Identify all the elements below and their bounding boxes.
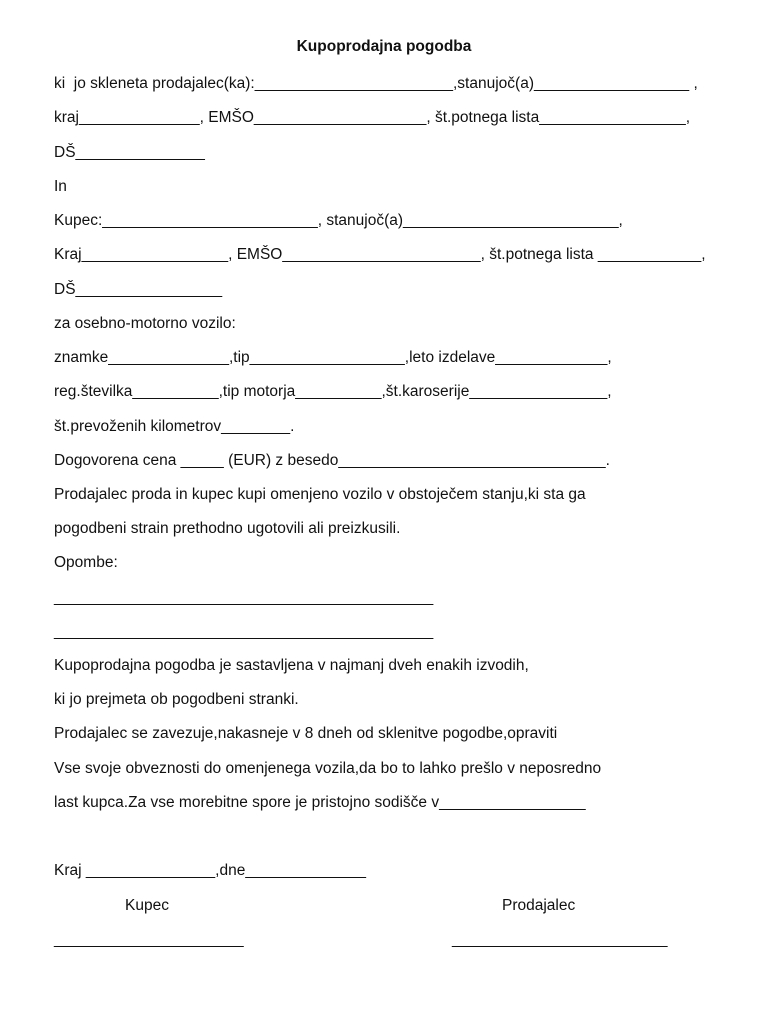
sale-clause-line-1: Prodajalec proda in kupec kupi omenjeno vozilo v obstoječem stanju,ki sta ga bbox=[54, 486, 586, 503]
buyer-signature-line: ______________________ bbox=[54, 931, 244, 948]
obligation-clause-line-2: Vse svoje obveznosti do omenjenega vozila,da bo to lahko prešlo v neposredno bbox=[54, 760, 602, 777]
vehicle-registration-line: reg.številka__________,tip motorja__________,št.karoserije________________, bbox=[54, 383, 612, 400]
seller-details-line: kraj______________, EMŠO____________________, št.potnega lista_________________, bbox=[54, 109, 691, 126]
buyer-tax-line: DŠ_________________ bbox=[54, 281, 223, 298]
notes-blank-2: ____________________________________________ bbox=[54, 623, 434, 640]
jurisdiction-line: last kupca.Za vse morebitne spore je pristojno sodišče v_________________ bbox=[54, 794, 586, 811]
seller-signature-label: Prodajalec bbox=[502, 897, 576, 914]
copies-clause-line-1: Kupoprodajna pogodba je sastavljena v najmanj dveh enakih izvodih, bbox=[54, 657, 529, 674]
conjunction-line: In bbox=[54, 178, 67, 195]
seller-intro-line: ki jo skleneta prodajalec(ka):_______________________,stanujoč(a)__________________ , bbox=[54, 75, 698, 92]
buyer-signature-label: Kupec bbox=[125, 897, 169, 914]
seller-signature-line: _________________________ bbox=[452, 931, 668, 948]
notes-blank-1: ____________________________________________ bbox=[54, 589, 434, 606]
vehicle-make-line: znamke______________,tip__________________,leto izdelave_____________, bbox=[54, 349, 612, 366]
vehicle-mileage-line: št.prevoženih kilometrov________. bbox=[54, 418, 295, 435]
obligation-clause-line-1: Prodajalec se zavezuje,nakasneje v 8 dneh od sklenitve pogodbe,opraviti bbox=[54, 725, 558, 742]
document-title: Kupoprodajna pogodba bbox=[296, 38, 472, 55]
place-date-line: Kraj _______________,dne______________ bbox=[54, 862, 367, 879]
seller-tax-line: DŠ_______________ bbox=[54, 144, 205, 161]
notes-label: Opombe: bbox=[54, 554, 118, 571]
buyer-details-line: Kraj_________________, EMŠO_______________________, št.potnega lista ____________, bbox=[54, 246, 706, 263]
price-line: Dogovorena cena _____ (EUR) z besedo_______________________________. bbox=[54, 452, 610, 469]
vehicle-intro-line: za osebno-motorno vozilo: bbox=[54, 315, 236, 332]
buyer-intro-line: Kupec:_________________________, stanujoč(a)_________________________, bbox=[54, 212, 623, 229]
copies-clause-line-2: ki jo prejmeta ob pogodbeni stranki. bbox=[54, 691, 299, 708]
sale-clause-line-2: pogodbeni strain prethodno ugotovili ali preizkusili. bbox=[54, 520, 401, 537]
